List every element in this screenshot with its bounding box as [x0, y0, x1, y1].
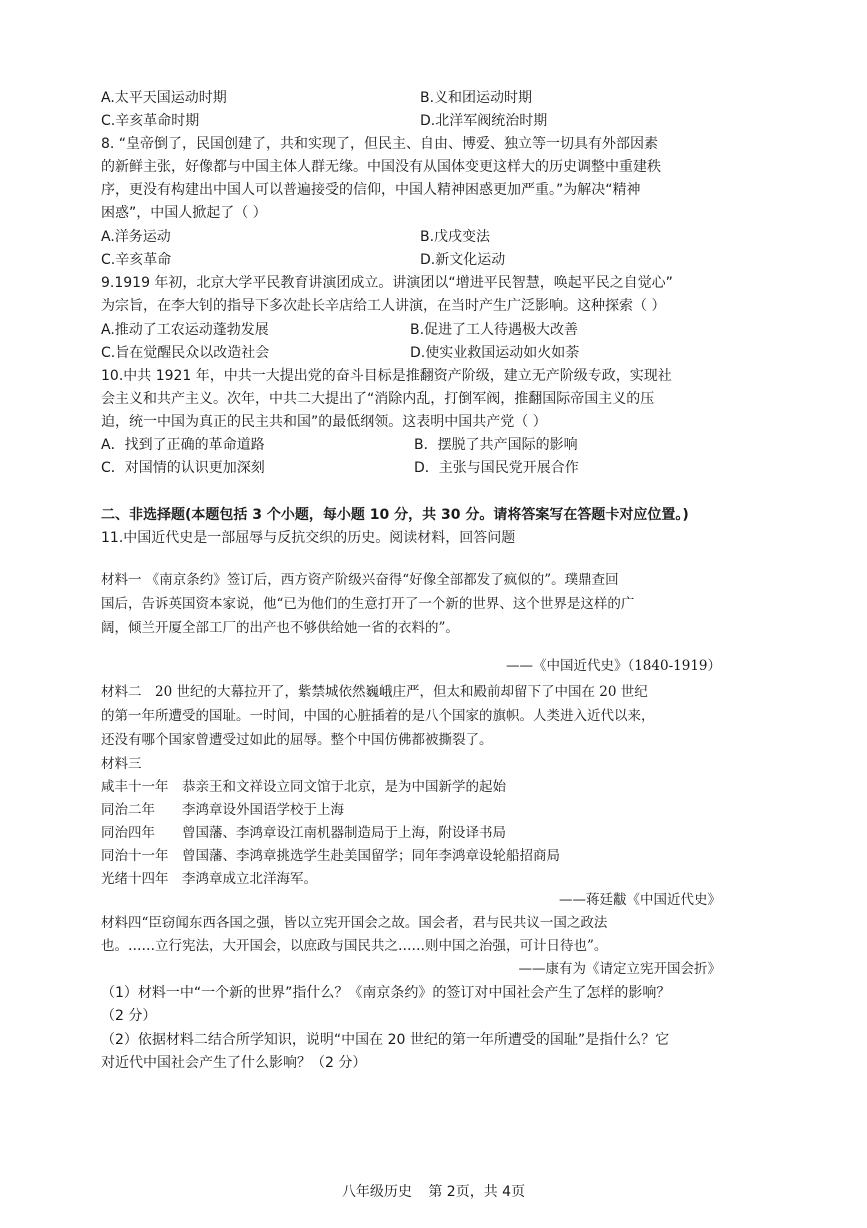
material3-line: 同治二年 李鸿章设外国语学校于上海 [101, 802, 344, 818]
material4-line: 也。……立行宪法，大开国会，以庶政与国民共之……则中国之治强，可计日待也”。 [101, 938, 608, 954]
q8-stem-line: 困惑”，中国人掀起了（ ） [101, 205, 267, 221]
material2-line: 的第一年所遭受的国耻。一时间，中国的心脏插着的是八个国家的旗帜。人类进入近代以来， [101, 708, 655, 724]
q10-stem-line: 迫，统一中国为真正的民主共和国”的最低纲领。这表明中国共产党（ ） [101, 414, 547, 430]
q9-option-b: B.促进了工人待遇极大改善 [410, 322, 579, 338]
subquestion-1-line: （1）材料一中“一个新的世界”指什么？《南京条约》的签订对中国社会产生了怎样的影响？ [101, 985, 671, 1001]
q10-option-c: C．对国情的认识更加深刻 [101, 460, 265, 476]
q7-option-c: C.辛亥革命时期 [101, 113, 200, 129]
material1-line: 材料一 《南京条约》签订后，西方资产阶级兴奋得“好像全部都发了疯似的”。璞鼎查回 [101, 572, 619, 588]
footer-page-number: 第 2页，共 4页 [428, 1184, 526, 1200]
material3-line: 同治十一年 曾国藩、李鸿章挑选学生赴美国留学；同年李鸿章设轮船招商局 [101, 848, 560, 864]
material3-title: 材料三 [101, 756, 142, 772]
q10-stem-line: 会主义和共产主义。次年，中共二大提出了“消除内乱，打倒军阀，推翻国际帝国主义的压 [101, 391, 655, 407]
page-footer [0, 1182, 867, 1202]
q9-stem-line: 9.1919 年初，北京大学平民教育讲演团成立。讲演团以“增进平民智慧，唤起平民之自觉心” [101, 275, 673, 291]
footer-subject: 八年级历史 [341, 1184, 412, 1200]
q10-option-d: D．主张与国民党开展合作 [414, 460, 579, 476]
q7-option-b: B.义和团运动时期 [420, 90, 533, 106]
q7-option-d: D.北洋军阀统治时期 [420, 113, 548, 129]
q8-option-c: C.辛亥革命 [101, 252, 172, 268]
q8-option-a: A.洋务运动 [101, 229, 171, 245]
q10-option-b: B．摆脱了共产国际的影响 [414, 437, 578, 453]
material3-line: 光绪十四年 李鸿章成立北洋海军。 [101, 871, 317, 887]
q8-stem-line: 序，更没有构建出中国人可以普遍接受的信仰，中国人精神困惑更加严重。”为解决“精神 [101, 182, 641, 198]
material4-line: 材料四“臣窃闻东西各国之强，皆以立宪开国会之故。国会者，君与民共议一国之政法 [101, 915, 608, 931]
material2-line: 还没有哪个国家曾遭受过如此的屈辱。整个中国仿佛都被撕裂了。 [101, 732, 493, 748]
material4-source: ——康有为《请定立宪开国会折》 [518, 961, 721, 977]
q10-option-a: A．找到了正确的革命道路 [101, 437, 265, 453]
material3-line: 同治四年 曾国藩、李鸿章设江南机器制造局于上海，附设译书局 [101, 825, 506, 841]
q9-option-a: A.推动了工农运动蓬勃发展 [101, 322, 269, 338]
q8-option-d: D.新文化运动 [420, 252, 506, 268]
q8-stem-line: 的新鲜主张，好像都与中国主体人群无缘。中国没有从国体变更这样大的历史调整中重建秩 [101, 159, 661, 175]
material1-source: ——《中国近代史》（1840-1919） [505, 658, 721, 674]
q9-stem-line: 为宗旨，在李大钊的指导下多次赴长辛店给工人讲演，在当时产生广泛影响。这种探索（ ） [101, 298, 666, 314]
material3-source: ——蒋廷黻《中国近代史》 [559, 892, 721, 908]
material3-line: 咸丰十一年 恭亲王和文祥设立同文馆于北京，是为中国新学的起始 [101, 779, 506, 795]
section-heading: 二、非选择题(本题包括 3 个小题，每小题 10 分，共 30 分。请将答案写在答题卡对应位置。) [101, 507, 689, 523]
material1-line: 阔，倾兰开厦全部工厂的出产也不够供给她一省的衣料的”。 [101, 620, 459, 636]
material1-line: 国后，告诉英国资本家说，他“已为他们的生意打开了一个新的世界、这个世界是这样的广 [101, 596, 635, 612]
q11-intro: 11.中国近代史是一部屈辱与反抗交织的历史。阅读材料，回答问题 [101, 530, 516, 546]
q9-option-c: C.旨在觉醒民众以改造社会 [101, 345, 270, 361]
subquestion-2-line: 对近代中国社会产生了什么影响？（2 分） [101, 1055, 367, 1071]
q9-option-d: D.使实业救国运动如火如荼 [410, 345, 580, 361]
material2-line: 材料二 20 世纪的大幕拉开了，紫禁城依然巍峨庄严，但太和殿前却留下了中国在 20 世纪 [101, 684, 648, 700]
q8-stem-line: 8. “皇帝倒了，民国创建了，共和实现了，但民主、自由、博爱、独立等一切具有外部因素 [101, 136, 659, 152]
q10-stem-line: 10.中共 1921 年，中共一大提出党的奋斗目标是推翻资产阶级，建立无产阶级专政，实现社 [101, 368, 672, 384]
subquestion-2-line: （2）依据材料二结合所学知识，说明“中国在 20 世纪的第一年所遭受的国耻”是指什么？它 [101, 1032, 670, 1048]
subquestion-1-line: （2 分） [101, 1008, 157, 1024]
q7-option-a: A.太平天国运动时期 [101, 90, 227, 106]
q8-option-b: B.戊戌变法 [420, 229, 491, 245]
